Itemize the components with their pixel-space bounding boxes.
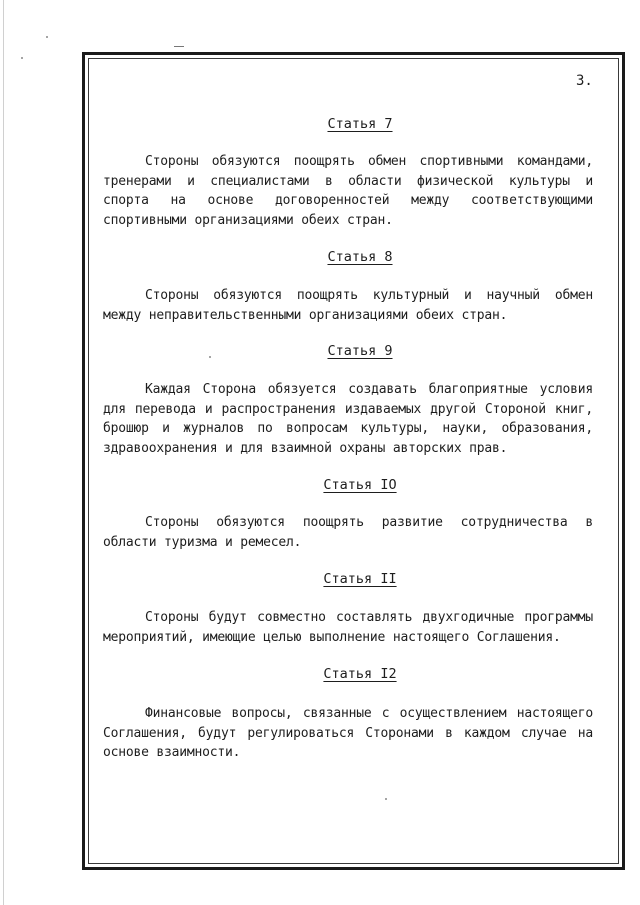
text-line: Каждая Сторона обязуется создавать благоприятные условия [145,382,593,397]
text-line: Соглашения, будут регулироваться Сторонами в каждом случае на [103,725,593,741]
scan-speck [21,57,23,59]
text-line: для перевода и распространения издаваемых другой Стороной книг, [103,401,593,417]
text-line: Финансовые вопросы, связанные с осуществлением настоящего [145,706,593,721]
binding-edge-mark [3,0,4,905]
article-heading-8: Статья 8 [327,249,393,265]
page-number: 3. [576,73,593,89]
scan-speck [385,798,387,800]
text-line: тренерами и специалистами в области физической культуры и [103,173,593,189]
article-8-text [103,286,593,325]
scan-speck [46,36,48,38]
text-line: спортивными организациями обеих стран. [103,212,393,228]
text-line: между неправительственными организациями обеих стран. [103,307,508,323]
text-line: Стороны будут совместно составлять двухгодичные программы [145,610,593,625]
text-line: основе взаимности. [103,745,241,760]
article-10-text [103,513,593,552]
text-line: спорта на основе договоренностей между соответствующими [103,193,593,208]
text-line: Стороны обязуются поощрять развитие сотрудничества в [145,515,593,530]
article-heading-9: Статья 9 [327,343,393,359]
text-line: Стороны обязуются поощрять обмен спортивными командами, [145,154,593,169]
text-line: области туризма и ремесел. [103,534,302,550]
article-7-text [103,152,593,230]
article-heading-12: Статья I2 [323,666,397,682]
scan-mark [174,46,184,47]
text-line: Стороны обязуются поощрять культурный и научный обмен [145,288,593,303]
text-line: здравоохранения и для взаимной охраны авторских прав. [103,440,508,456]
article-heading-10: Статья IO [323,477,397,493]
text-line: мероприятий, имеющие целью выполнение настоящего Соглашения. [103,629,561,645]
article-11-text [103,608,593,647]
article-heading-11: Статья II [323,571,397,587]
text-line: брошюр и журналов по вопросам культуры, науки, образования, [103,421,593,436]
article-9-text [103,380,593,458]
article-heading-7: Статья 7 [327,116,393,132]
article-12-text [103,704,593,763]
